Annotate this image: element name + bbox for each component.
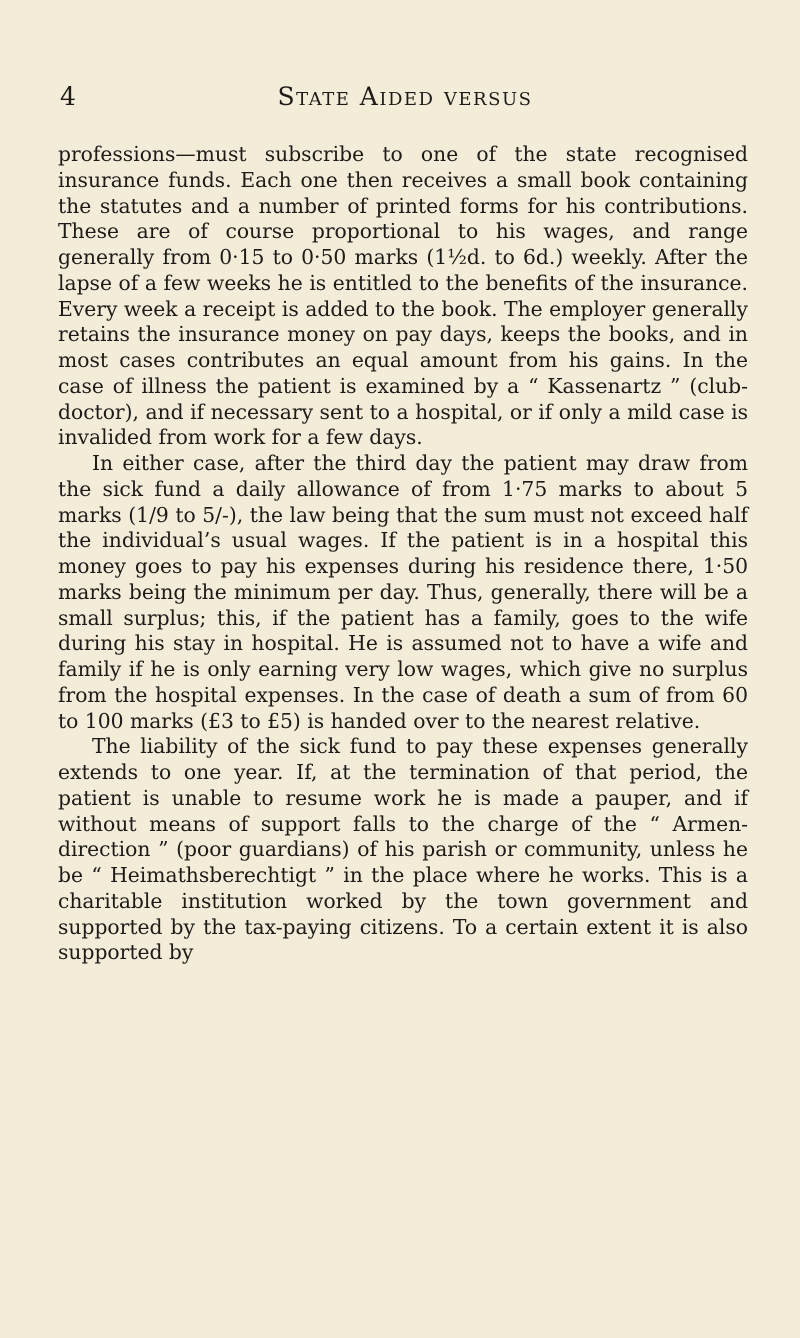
body-text [58, 142, 748, 966]
paragraph-2: In either case, after the third day the patient may draw from the sick fund a daily allowance of from 1·75 marks to about 5 marks (1/9 to 5/-), the law being that the sum must not exceed half the individual’s usual wages. If the patient is in a hospital this money goes to pay his expenses during his residence there, 1·50 marks being the minimum per day. Thus, generally, there will be a small surplus; this, if the patient has a family, goes to the wife during his stay in hospital. He is assumed not to have a wife and family if he is only earning very low wages, which give no surplus from the hospital expenses. In the case of death a sum of from 60 to 100 marks (£3 to £5) is handed over to the nearest relative. [58, 451, 748, 733]
page-header [60, 82, 750, 122]
paragraph-1: professions—must subscribe to one of the state recognised insurance funds. Each one then receives a small book containing the statutes and a number of printed forms for his contributions. These are of course proportional to his wages, and range generally from 0·15 to 0·50 marks (1½d. to 6d.) weekly. After the lapse of a few weeks he is entitled to the benefits of the insurance. Every week a receipt is added to the book. The employer generally retains the insurance money on pay days, keeps the books, and in most cases contributes an equal amount from his gains. In the case of illness the patient is examined by a “ Kassenartz ” (club-doctor), and if necessary sent to a hospital, or if only a mild case is invalided from work for a few days. [58, 142, 748, 450]
running-title: State Aided versus [277, 82, 533, 111]
page-number: 4 [60, 82, 76, 111]
paragraph-3: The liability of the sick fund to pay these expenses generally extends to one year. If, at the termination of that period, the patient is unable to resume work he is made a pauper, and if without means of support falls to the charge of the “ Armen-direction ” (poor guardians) of his parish or community, unless he be “ Heimathsberechtigt ” in the place where he works. This is a charitable institution worked by the town government and supported by the tax-paying citizens. To a certain extent it is also supported by [58, 734, 748, 965]
